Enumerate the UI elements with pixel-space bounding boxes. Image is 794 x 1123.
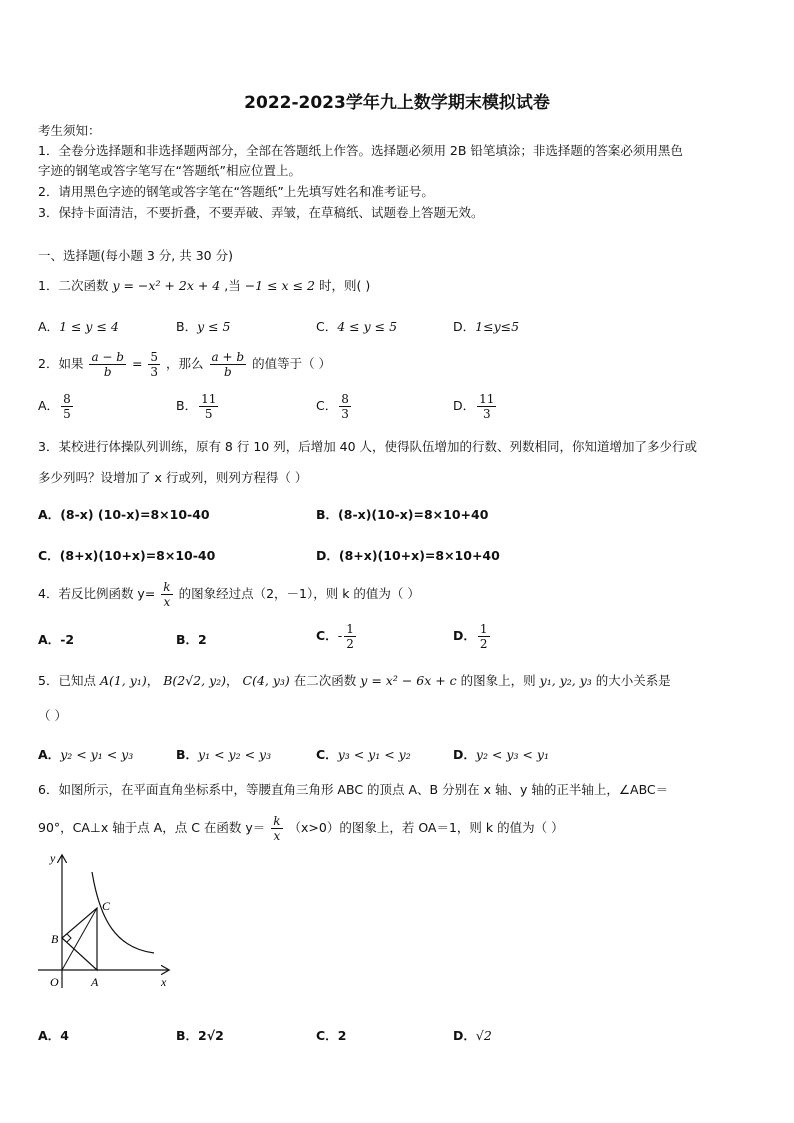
question-4: [38, 580, 420, 609]
right-angle-mark: [67, 934, 71, 942]
q6-option-d[interactable]: D．√2: [453, 1028, 492, 1043]
q3-option-d[interactable]: D．(8+x)(10+x)=8×10+40: [316, 548, 500, 563]
q2-fraction-2: $\frac{5}{3}$: [150, 350, 159, 379]
q1-suffix: 时，则( ): [318, 278, 371, 293]
q6-option-a[interactable]: A．4: [38, 1028, 69, 1043]
q6-option-c[interactable]: C．2: [316, 1028, 347, 1043]
q1-mid: ,当: [224, 278, 241, 293]
q2-equals: =: [131, 356, 143, 371]
label-b: B: [51, 932, 59, 946]
q1-option-b[interactable]: B．y ≤ 5: [176, 319, 231, 334]
q2-fraction-1: $\frac{a - b}{b}$: [91, 350, 124, 379]
q3-option-b[interactable]: B．(8-x)(10-x)=8×10+40: [316, 507, 489, 522]
q4-suffix: 的图象经过点（2，－1），则 k 的值为（ ）: [178, 586, 420, 601]
question-3-line-1: 3．某校进行体操队列训练，原有 8 行 10 列，后增加 40 人，使得队伍增加的行数、列数相同，你知道增加了多少行或: [38, 439, 698, 454]
notice-item-1: 1．全卷分选择题和非选择题两部分，全部在答题纸上作答。选择题必须用 2B 铅笔填涂；非选择题的答案必须用黑色: [38, 143, 683, 158]
label-o: O: [50, 975, 59, 989]
q2-fraction-3: $\frac{a + b}{b}$: [211, 350, 245, 379]
q1-prefix: 1．二次函数: [38, 278, 109, 293]
q2-mid: ，那么: [166, 356, 204, 371]
q4-option-c[interactable]: C．- $\frac{1}{2}$: [316, 622, 354, 651]
q5-option-a[interactable]: A．y₂ < y₁ < y₃: [38, 747, 134, 762]
question-2: [38, 350, 331, 379]
q4-option-d[interactable]: D． $\frac{1}{2}$: [453, 622, 488, 651]
page-title: 2022-2023学年九上数学期末模拟试卷: [244, 93, 550, 113]
q1-condition: −1 ≤ x ≤ 2: [244, 278, 315, 293]
question-3-line-2: 多少列吗？设增加了 x 行或列，则列方程得（ ）: [38, 470, 308, 485]
q1-option-d[interactable]: D．1≤y≤5: [453, 319, 520, 334]
notice-item-3: 3．保持卡面清洁，不要折叠，不要弄破、弄皱，在草稿纸、试题卷上答题无效。: [38, 205, 484, 220]
section-heading: 一、选择题(每小题 3 分, 共 30 分): [38, 248, 233, 263]
notice-item-1-cont: 字迹的钢笔或答字笔写在“答题纸”相应位置上。: [38, 163, 301, 178]
q5-option-b[interactable]: B．y₁ < y₂ < y₃: [176, 747, 272, 762]
segment-oc: [62, 908, 97, 970]
q1-option-c[interactable]: C．4 ≤ y ≤ 5: [316, 319, 398, 334]
q2-option-d[interactable]: D． $\frac{11}{3}$: [453, 392, 495, 421]
q5-point-c: C(4, y₃): [242, 673, 290, 688]
q2-option-a[interactable]: A． $\frac{8}{5}$: [38, 392, 71, 421]
q4-option-b[interactable]: B．2: [176, 632, 207, 647]
notice-heading: 考生须知：: [38, 123, 101, 138]
q1-expression: y = −x² + 2x + 4: [112, 278, 221, 293]
q1-option-a[interactable]: A．1 ≤ y ≤ 4: [38, 319, 119, 334]
q5-option-c[interactable]: C．y₃ < y₁ < y₂: [316, 747, 411, 762]
q2-suffix: 的值等于（ ）: [252, 356, 332, 371]
q5-function: y = x² − 6x + c: [360, 673, 457, 688]
question-5-line-2: （ ）: [38, 708, 67, 723]
question-1: [38, 276, 370, 294]
notice-item-2: 2．请用黑色字迹的钢笔或答字笔在“答题纸”上先填写姓名和准考证号。: [38, 184, 434, 199]
q4-fraction: $\frac{k}{x}$: [163, 580, 171, 609]
q3-option-a[interactable]: A．(8-x) (10-x)=8×10-40: [38, 507, 210, 522]
q6-option-b[interactable]: B．2√2: [176, 1028, 224, 1043]
q5-variables: y₁, y₂, y₃: [539, 673, 592, 688]
q2-option-c[interactable]: C． $\frac{8}{3}$: [316, 392, 349, 421]
coordinate-figure: [36, 850, 176, 992]
question-5-line-1: 5．已知点 A(1, y₁)， B(2√2, y₂)， C(4, y₃) 在二次函数 y = x² − 6x + c 的图象上，则 y₁, y₂, y₃ 的大小关系是: [38, 673, 671, 688]
q5-point-a: A(1, y₁): [99, 673, 147, 688]
q6-fraction: $\frac{k}{x}$: [273, 814, 281, 843]
q5-point-b: B(2√2, y₂): [163, 673, 227, 688]
q2-prefix: 2．如果: [38, 356, 84, 371]
q2-option-b[interactable]: B． $\frac{11}{5}$: [176, 392, 217, 421]
label-x: x: [161, 975, 167, 989]
label-c: C: [102, 899, 111, 913]
q4-option-a[interactable]: A．-2: [38, 632, 75, 647]
question-6-line-2: 90°，CA⊥x 轴于点 A，点 C 在函数 y＝ $\frac{k}{x}$ （x>0）的图象上，若 OA＝1，则 k 的值为（ ）: [38, 814, 564, 843]
q3-option-c[interactable]: C．(8+x)(10+x)=8×10-40: [38, 548, 216, 563]
q4-prefix: 4．若反比例函数 y=: [38, 586, 156, 601]
label-a: A: [91, 975, 99, 989]
label-y: y: [50, 851, 56, 865]
question-6-line-1: 6．如图所示，在平面直角坐标系中，等腰直角三角形 ABC 的顶点 A、B 分别在 x 轴、y 轴的正半轴上，∠ABC＝: [38, 782, 669, 797]
q5-option-d[interactable]: D．y₂ < y₃ < y₁: [453, 747, 549, 762]
